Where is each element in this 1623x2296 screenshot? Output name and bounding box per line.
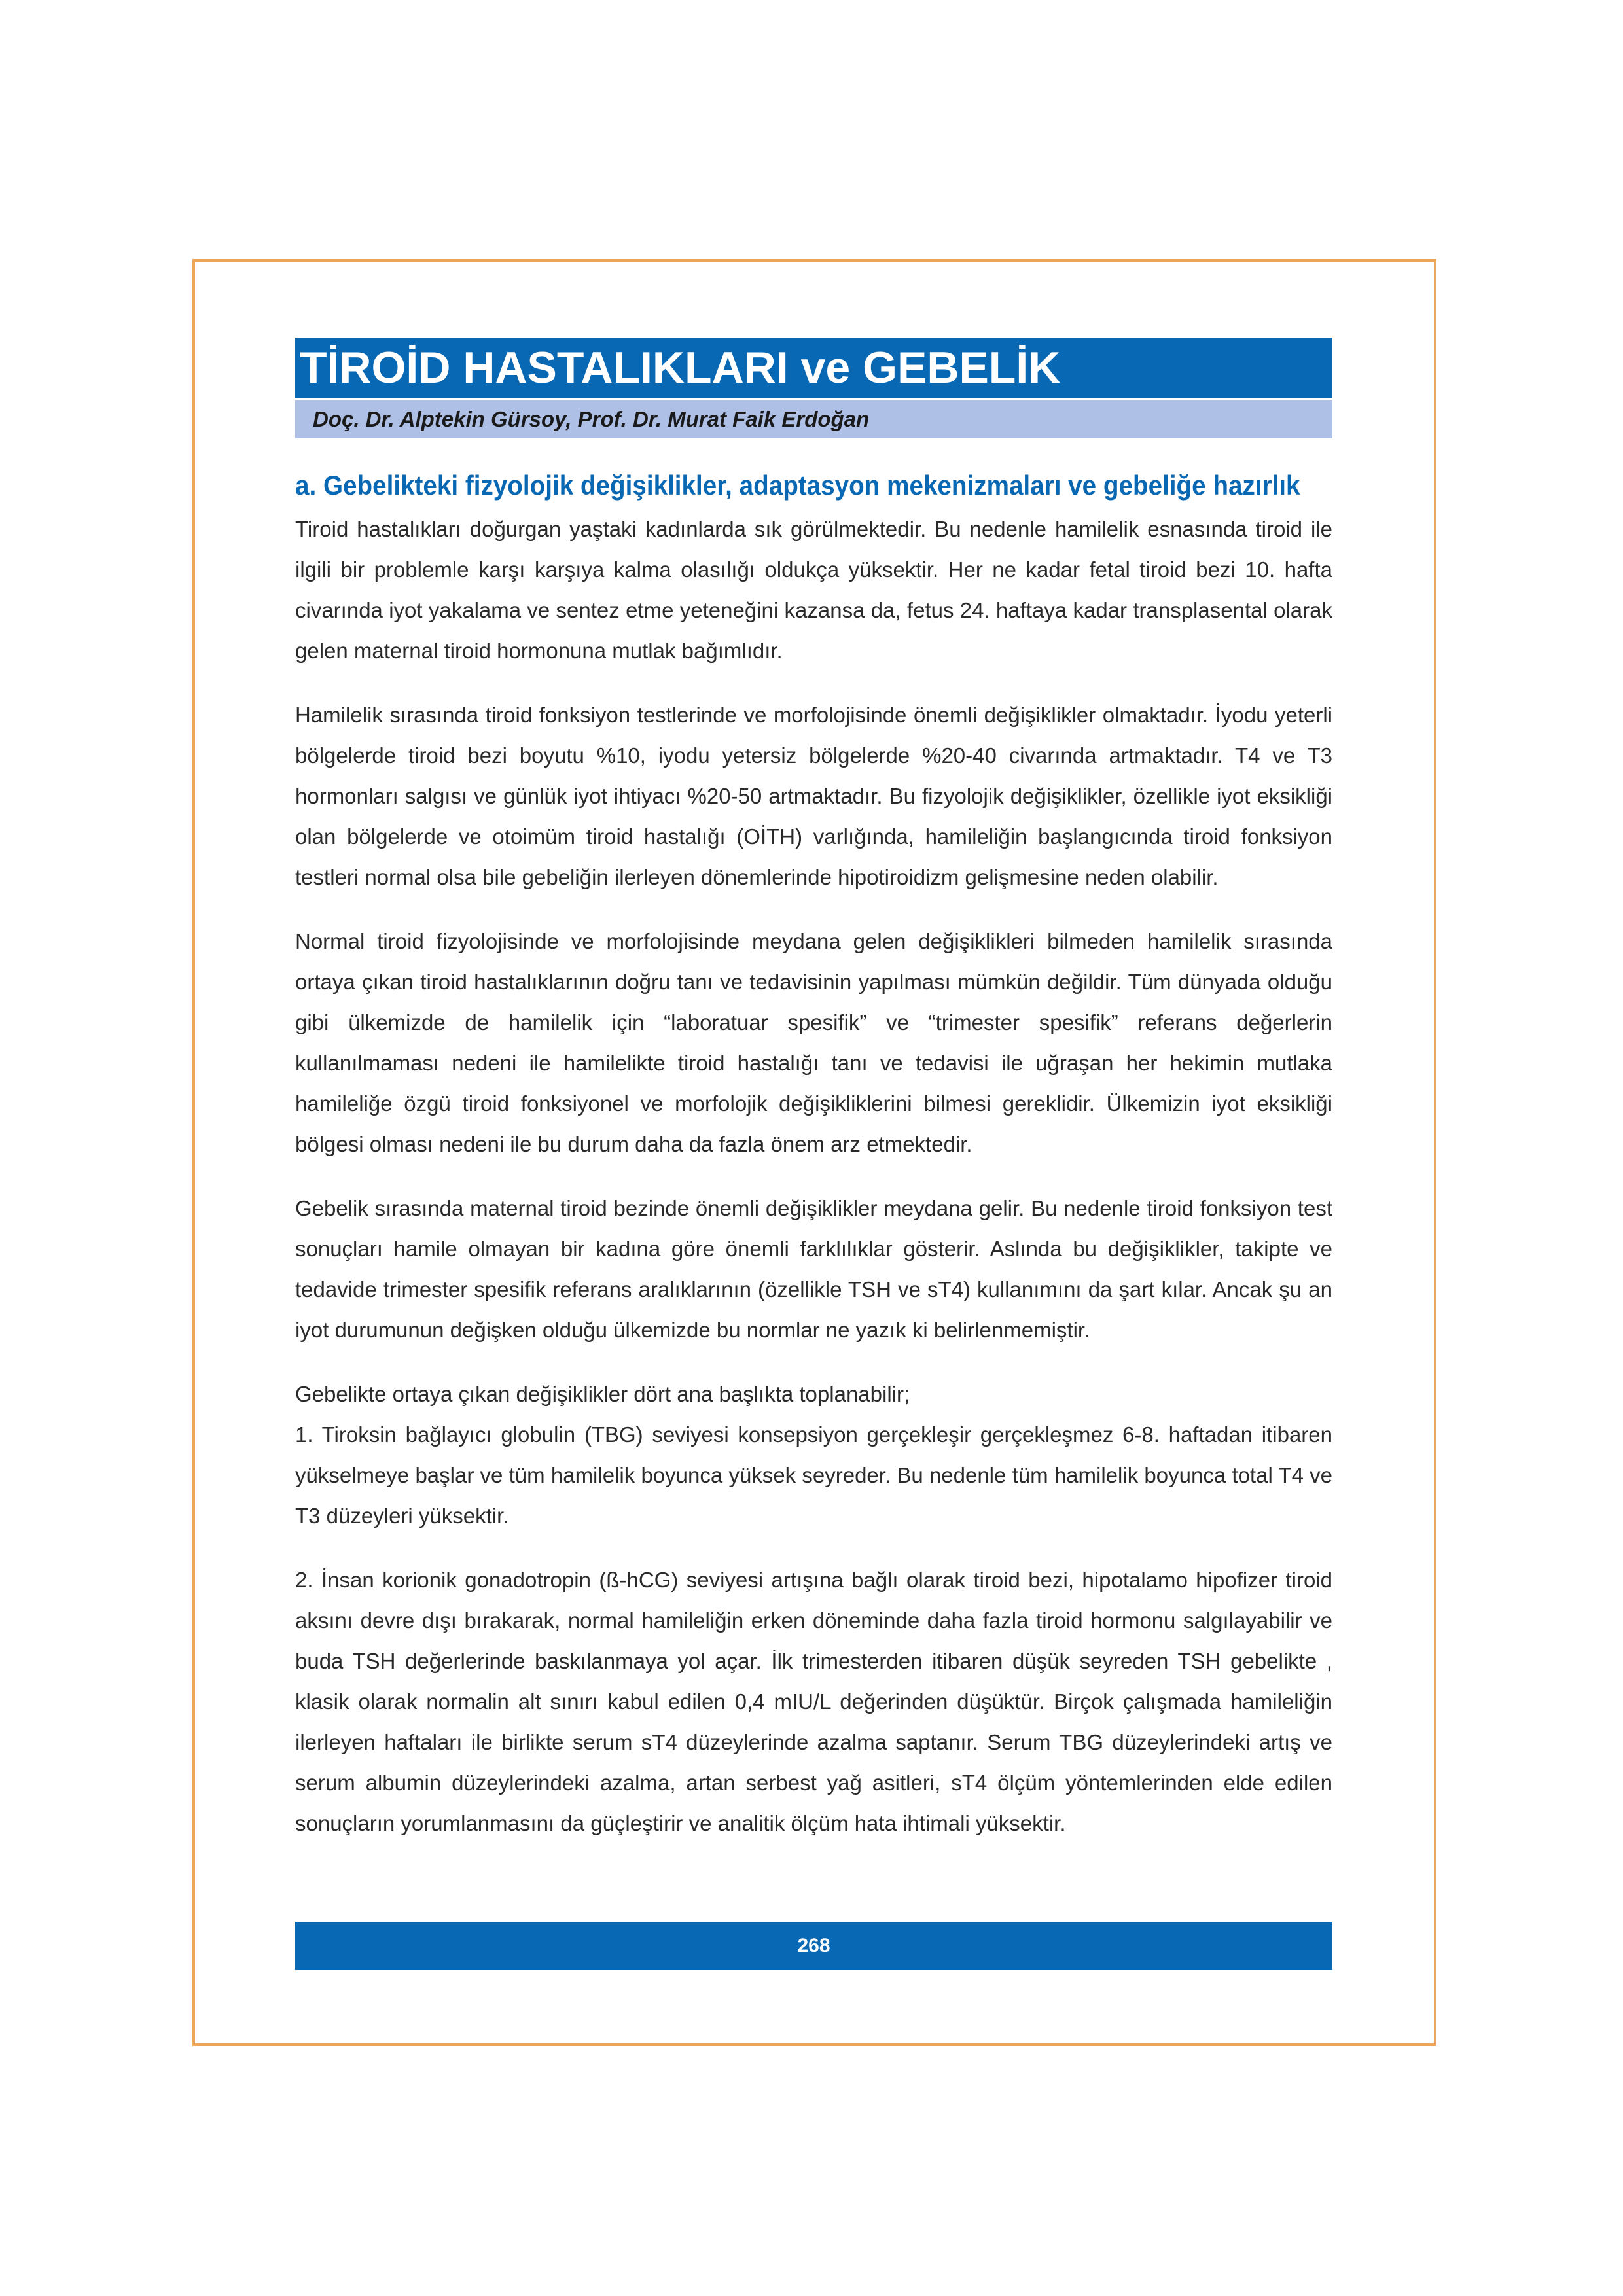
page-number: 268: [797, 1935, 830, 1956]
paragraph-4: Gebelik sırasında maternal tiroid bezinde önemli değişiklikler meydana gelir. Bu nedenle tiroid fonksiyon test sonuçları hamile olmayan bir kadına göre önemli farklılıklar gösterir. Aslında bu değişiklikler, takipte ve tedavide trimester spesifik referans aralıklarının (özellikle TSH ve sT4) kullanımını da şart kılar. Ancak şu an iyot durumunun değişken olduğu ülkemizde bu normlar ne yazık ki belirlenmemiştir.: [295, 1196, 1332, 1342]
paragraph-6: 1. Tiroksin bağlayıcı globulin (TBG) seviyesi konsepsiyon gerçekleşir gerçekleşmez 6-8. haftadan itibaren yükselmeye başlar ve tüm hamilelik boyunca yüksek seyreder. Bu nedenle tüm hamilelik boyunca total T4 ve T3 düzeyleri yüksektir.: [295, 1422, 1332, 1528]
paragraph-5: Gebelikte ortaya çıkan değişiklikler dört ana başlıkta toplanabilir;: [295, 1382, 910, 1406]
paragraph-7: 2. İnsan korionik gonadotropin (ß-hCG) seviyesi artışına bağlı olarak tiroid bezi, hipotalamo hipofizer tiroid aksını devre dışı bırakarak, normal hamileliğin erken döneminde daha fazla tiroid hormonu salgılayabilir ve buda TSH değerlerinde baskılanmaya yol açar. İlk trimesterden itibaren düşük seyreden TSH gebelikte , klasik olarak normalin alt sınırı kabul edilen 0,4 mIU/L değerinden düşüktür. Birçok çalışmada hamileliğin ilerleyen haftaları ile birlikte serum sT4 düzeylerinde azalma saptanır. Serum TBG düzeylerindeki artış ve serum albumin düzeylerindeki azalma, artan serbest yağ asitleri, sT4 ölçüm yöntemlerinden elde edilen sonuçların yorumlanmasını da güçleştirir ve analitik ölçüm hata ihtimali yüksektir.: [295, 1568, 1332, 1835]
paragraph-3: Normal tiroid fizyolojisinde ve morfolojisinde meydana gelen değişiklikleri bilmeden hamilelik sırasında ortaya çıkan tiroid hastalıklarının doğru tanı ve tedavisinin yapılması mümkün değildir. Tüm dünyada olduğu gibi ülkemizde de hamilelik için “laboratuar spesifik” ve “trimester spesifik” referans değerlerin kullanılmaması nedeni ile hamilelikte tiroid hastalığı tanı ve tedavisi ile uğraşan her hekimin mutlaka hamileliğe özgü tiroid fonksiyonel ve morfolojik değişikliklerini bilmesi gereklidir. Ülkemizin iyot eksikliği bölgesi olması nedeni ile bu durum daha da fazla önem arz etmektedir.: [295, 929, 1332, 1156]
section-heading: a. Gebelikteki fizyolojik değişiklikler, adaptasyon mekenizmaları ve gebeliğe hazırlık: [295, 470, 1300, 501]
chapter-title: TİROİD HASTALIKLARI ve GEBELİK: [300, 343, 1061, 393]
paragraph-2: Hamilelik sırasında tiroid fonksiyon testlerinde ve morfolojisinde önemli değişiklikler olmaktadır. İyodu yeterli bölgelerde tiroid bezi boyutu %10, iyodu yetersiz bölgelerde %20-40 civarında artmaktadır. T4 ve T3 hormonları salgısı ve günlük iyot ihtiyacı %20-50 artmaktadır. Bu fizyolojik değişiklikler, özellikle iyot eksikliği olan bölgelerde ve otoimüm tiroid hastalığı (OİTH) varlığında, hamileliğin başlangıcında tiroid fonksiyon testleri normal olsa bile gebeliğin ilerleyen dönemlerinde hipotiroidizm gelişmesine neden olabilir.: [295, 703, 1332, 889]
chapter-authors: Doç. Dr. Alptekin Gürsoy, Prof. Dr. Murat Faik Erdoğan: [313, 407, 870, 431]
paragraph-1: Tiroid hastalıkları doğurgan yaştaki kadınlarda sık görülmektedir. Bu nedenle hamilelik esnasında tiroid ile ilgili bir problemle karşı karşıya kalma olasılığı oldukça yüksektir. Her ne kadar fetal tiroid bezi 10. hafta civarında iyot yakalama ve sentez etme yeteneğini kazansa da, fetus 24. haftaya kadar transplasental olarak gelen maternal tiroid hormonuna mutlak bağımlıdır.: [295, 517, 1332, 663]
body-text: [295, 509, 1332, 1867]
